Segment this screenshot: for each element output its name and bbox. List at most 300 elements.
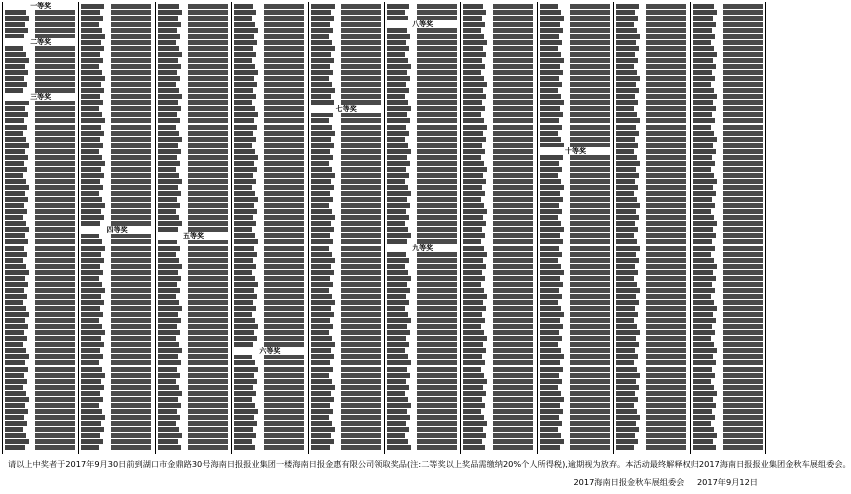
winner-phone	[417, 330, 457, 335]
winner-name	[81, 373, 105, 378]
winner-name	[540, 360, 560, 365]
winner-phone	[341, 233, 381, 238]
winner-phone	[264, 4, 304, 9]
winner-name	[5, 185, 29, 190]
winner-phone	[341, 94, 381, 99]
winner-name	[540, 203, 559, 208]
winner-phone	[111, 209, 151, 214]
winner-phone	[570, 34, 610, 39]
winner-phone	[111, 16, 151, 21]
winner-phone	[417, 167, 457, 172]
winner-phone	[264, 209, 304, 214]
winner-phone	[417, 46, 457, 51]
winner-name	[463, 403, 485, 408]
winner-phone	[111, 125, 151, 130]
winner-phone	[570, 112, 610, 117]
winner-name	[311, 385, 335, 390]
winner-name	[158, 112, 177, 117]
winner-name	[463, 173, 483, 178]
winner-name	[234, 112, 258, 117]
winner-name	[540, 155, 563, 160]
winner-phone	[646, 391, 686, 396]
winner-phone	[35, 324, 75, 329]
winner-name	[158, 342, 179, 347]
winner-phone	[493, 197, 533, 202]
winner-phone	[111, 112, 151, 117]
winner-phone	[35, 379, 75, 384]
winner-phone	[111, 385, 151, 390]
winner-phone	[188, 300, 228, 305]
winners-column	[231, 2, 307, 454]
winner-name	[540, 167, 562, 172]
winner-phone	[341, 342, 381, 347]
winner-phone	[570, 100, 610, 105]
winner-phone	[417, 161, 457, 166]
winner-phone	[570, 64, 610, 69]
winner-name	[693, 4, 714, 9]
winner-name	[463, 379, 487, 384]
winner-phone	[264, 306, 304, 311]
winner-phone	[493, 288, 533, 293]
winner-phone	[188, 445, 228, 450]
winner-phone	[570, 131, 610, 136]
winner-phone	[188, 282, 228, 287]
winner-name	[616, 52, 635, 57]
winner-name	[311, 246, 329, 251]
winner-phone	[264, 336, 304, 341]
winner-phone	[723, 149, 763, 154]
winner-name	[158, 348, 182, 353]
winner-phone	[646, 191, 686, 196]
winner-name	[540, 52, 561, 57]
winner-phone	[493, 112, 533, 117]
winner-name	[693, 34, 715, 39]
winner-name	[387, 203, 410, 208]
winner-name	[387, 415, 410, 420]
winner-phone	[188, 46, 228, 51]
winner-phone	[111, 391, 151, 396]
winner-phone	[417, 300, 457, 305]
winner-phone	[493, 421, 533, 426]
winner-phone	[188, 203, 228, 208]
winner-phone	[341, 397, 381, 402]
winner-name	[616, 149, 634, 154]
winner-phone	[188, 397, 228, 402]
winner-phone	[111, 64, 151, 69]
winner-name	[540, 258, 558, 263]
winner-phone	[264, 252, 304, 257]
winner-name	[540, 397, 564, 402]
winner-name	[5, 137, 26, 142]
winner-phone	[570, 324, 610, 329]
winner-phone	[188, 118, 228, 123]
winner-phone	[35, 427, 75, 432]
winner-name	[81, 252, 101, 257]
winner-name	[5, 106, 25, 111]
prize-tier-header: 二等奖	[3, 38, 78, 46]
winner-name	[234, 191, 255, 196]
winner-phone	[35, 70, 75, 75]
winner-phone	[646, 58, 686, 63]
winner-name	[616, 209, 636, 214]
winner-phone	[723, 82, 763, 87]
winner-name	[234, 10, 256, 15]
winner-name	[158, 258, 179, 263]
winner-name	[693, 445, 716, 450]
winner-name	[463, 82, 487, 87]
winner-name	[693, 94, 717, 99]
winner-phone	[188, 28, 228, 33]
winners-column	[155, 2, 231, 454]
winner-name	[540, 330, 559, 335]
winner-phone	[570, 215, 610, 220]
winner-name	[387, 197, 407, 202]
winner-name	[693, 246, 715, 251]
winner-name	[616, 246, 640, 251]
winner-phone	[493, 246, 533, 251]
winner-phone	[341, 354, 381, 359]
winner-name	[693, 264, 717, 269]
winner-phone	[264, 360, 304, 365]
winner-name	[463, 16, 482, 21]
winner-phone	[264, 294, 304, 299]
winner-name	[693, 360, 716, 365]
winner-phone	[188, 100, 228, 105]
winner-phone	[417, 52, 457, 57]
winner-phone	[341, 288, 381, 293]
winner-phone	[264, 16, 304, 21]
winner-phone	[723, 445, 763, 450]
winner-name	[693, 403, 716, 408]
winner-name	[693, 239, 712, 244]
winner-name	[81, 294, 101, 299]
winner-phone	[646, 137, 686, 142]
winner-name	[463, 348, 486, 353]
issuer: 2017海南日报金秋车展组委会	[573, 477, 685, 487]
winner-name	[311, 252, 332, 257]
winner-phone	[188, 239, 228, 244]
winner-phone	[646, 131, 686, 136]
winner-phone	[35, 227, 75, 232]
winner-phone	[646, 360, 686, 365]
winner-name	[616, 318, 634, 323]
winner-phone	[417, 112, 457, 117]
winner-phone	[723, 276, 763, 281]
winner-phone	[417, 191, 457, 196]
winner-name	[616, 106, 634, 111]
winner-phone	[188, 155, 228, 160]
winner-phone	[188, 34, 228, 39]
winner-name	[387, 100, 408, 105]
winner-row	[693, 445, 763, 451]
winner-phone	[417, 155, 457, 160]
winner-name	[81, 385, 104, 390]
winner-name	[311, 312, 334, 317]
winner-name	[693, 46, 714, 51]
winner-name	[616, 421, 636, 426]
winner-phone	[417, 34, 457, 39]
winner-phone	[646, 221, 686, 226]
winner-name	[234, 294, 257, 299]
winner-name	[540, 10, 561, 15]
winner-phone	[111, 367, 151, 372]
prize-tier-header: 五等奖	[156, 232, 231, 240]
winner-phone	[723, 360, 763, 365]
winner-phone	[188, 258, 228, 263]
winner-name	[463, 264, 486, 269]
winner-name	[81, 203, 105, 208]
winner-phone	[264, 76, 304, 81]
winner-name	[693, 330, 715, 335]
winner-name	[311, 360, 330, 365]
winner-phone	[111, 318, 151, 323]
winner-name	[616, 10, 635, 15]
winner-phone	[493, 306, 533, 311]
winner-phone	[341, 179, 381, 184]
winner-name	[5, 131, 23, 136]
winner-phone	[417, 367, 457, 372]
winner-phone	[417, 391, 457, 396]
winner-phone	[646, 88, 686, 93]
winner-phone	[646, 397, 686, 402]
winner-name	[693, 149, 716, 154]
winner-phone	[493, 252, 533, 257]
winner-phone	[646, 379, 686, 384]
winner-name	[5, 264, 26, 269]
winner-name	[311, 330, 329, 335]
winner-phone	[723, 233, 763, 238]
winner-phone	[493, 179, 533, 184]
winner-name	[81, 403, 99, 408]
winner-name	[463, 215, 483, 220]
winner-name	[693, 215, 714, 220]
winner-phone	[111, 306, 151, 311]
winner-phone	[493, 276, 533, 281]
winner-name	[540, 318, 560, 323]
winner-phone	[493, 4, 533, 9]
winner-name	[387, 227, 408, 232]
winner-phone	[723, 46, 763, 51]
winner-name	[81, 76, 105, 81]
winner-phone	[188, 330, 228, 335]
winner-name	[387, 173, 409, 178]
winner-name	[540, 421, 562, 426]
winner-phone	[417, 348, 457, 353]
winner-phone	[723, 161, 763, 166]
winner-name	[234, 58, 252, 63]
winner-phone	[35, 76, 75, 81]
winner-name	[5, 330, 24, 335]
winner-name	[311, 445, 330, 450]
winner-phone	[341, 336, 381, 341]
winner-name	[693, 324, 712, 329]
winner-name	[387, 445, 411, 450]
winners-column	[2, 2, 78, 454]
winner-name	[387, 34, 410, 39]
winner-phone	[35, 58, 75, 63]
winner-phone	[341, 161, 381, 166]
winner-name	[311, 22, 330, 27]
winner-name	[158, 360, 181, 365]
winner-phone	[264, 173, 304, 178]
winner-name	[387, 342, 409, 347]
winner-phone	[35, 233, 75, 238]
winner-name	[387, 264, 405, 269]
winner-phone	[111, 40, 151, 45]
winner-phone	[264, 330, 304, 335]
winner-phone	[493, 173, 533, 178]
winner-name	[540, 415, 559, 420]
winner-name	[81, 379, 101, 384]
winner-phone	[341, 185, 381, 190]
winner-name	[616, 306, 635, 311]
winner-phone	[264, 373, 304, 378]
winner-phone	[111, 439, 151, 444]
winner-phone	[111, 397, 151, 402]
winner-name	[158, 76, 180, 81]
winner-name	[81, 52, 100, 57]
winner-name	[234, 415, 254, 420]
winner-name	[540, 58, 564, 63]
winner-phone	[570, 282, 610, 287]
winner-phone	[417, 106, 457, 111]
winner-name	[463, 221, 486, 226]
winner-phone	[188, 40, 228, 45]
winner-name	[463, 137, 486, 142]
winner-name	[158, 185, 178, 190]
winner-phone	[264, 312, 304, 317]
winner-name	[234, 252, 257, 257]
winner-name	[5, 191, 25, 196]
winner-phone	[264, 131, 304, 136]
winner-name	[81, 215, 104, 220]
winner-phone	[570, 433, 610, 438]
winner-phone	[264, 70, 304, 75]
winner-name	[387, 143, 408, 148]
winner-phone	[188, 161, 228, 166]
winner-name	[540, 82, 562, 87]
winner-phone	[493, 125, 533, 130]
winner-phone	[723, 64, 763, 69]
winner-phone	[646, 246, 686, 251]
winner-name	[5, 246, 24, 251]
winner-name	[463, 22, 485, 27]
winner-name	[693, 88, 714, 93]
winner-phone	[264, 288, 304, 293]
winner-phone	[264, 125, 304, 130]
winner-phone	[341, 373, 381, 378]
winner-name	[81, 433, 100, 438]
winner-phone	[341, 330, 381, 335]
winner-name	[540, 385, 558, 390]
winner-name	[540, 215, 558, 220]
winner-phone	[188, 179, 228, 184]
winner-phone	[35, 106, 75, 111]
winner-phone	[723, 354, 763, 359]
winner-phone	[570, 342, 610, 347]
winner-name	[5, 282, 28, 287]
winner-name	[5, 391, 26, 396]
winner-name	[616, 385, 639, 390]
winner-name	[158, 215, 179, 220]
winner-phone	[723, 246, 763, 251]
winner-name	[311, 185, 334, 190]
winner-phone	[35, 118, 75, 123]
winner-phone	[111, 342, 151, 347]
winner-phone	[264, 354, 304, 359]
winner-row	[81, 445, 152, 451]
winner-name	[81, 179, 100, 184]
winner-name	[693, 167, 711, 172]
winner-name	[540, 70, 563, 75]
prize-tier-header: 八等奖	[385, 20, 460, 28]
winner-phone	[341, 324, 381, 329]
winner-name	[693, 22, 716, 27]
winner-phone	[264, 282, 304, 287]
winner-name	[158, 252, 176, 257]
winner-phone	[188, 403, 228, 408]
winner-phone	[35, 342, 75, 347]
winner-name	[81, 10, 100, 15]
winner-phone	[723, 131, 763, 136]
winner-phone	[264, 246, 304, 251]
winner-phone	[493, 82, 533, 87]
winner-name	[616, 70, 637, 75]
winner-phone	[646, 52, 686, 57]
winner-row	[5, 445, 76, 451]
winner-phone	[341, 118, 381, 123]
winner-name	[234, 421, 257, 426]
winner-phone	[570, 221, 610, 226]
winner-phone	[341, 167, 381, 172]
winner-name	[158, 70, 177, 75]
winner-name	[311, 421, 332, 426]
winner-name	[234, 167, 257, 172]
winner-phone	[570, 252, 610, 257]
winner-phone	[264, 379, 304, 384]
winner-name	[540, 403, 560, 408]
winner-phone	[341, 367, 381, 372]
prize-tier-header: 九等奖	[385, 244, 460, 252]
winner-name	[234, 427, 253, 432]
winner-name	[311, 318, 330, 323]
winner-phone	[646, 324, 686, 329]
winner-name	[158, 330, 180, 335]
winner-phone	[188, 125, 228, 130]
winner-name	[463, 179, 486, 184]
winner-phone	[493, 360, 533, 365]
winner-name	[311, 70, 333, 75]
winner-name	[540, 221, 561, 226]
winner-name	[463, 112, 481, 117]
winner-phone	[417, 397, 457, 402]
winner-name	[81, 143, 103, 148]
winner-phone	[723, 330, 763, 335]
winner-phone	[570, 28, 610, 33]
winner-phone	[417, 336, 457, 341]
winner-phone	[493, 433, 533, 438]
winner-phone	[417, 131, 457, 136]
winner-name	[616, 221, 635, 226]
winner-name	[311, 342, 335, 347]
winner-phone	[341, 246, 381, 251]
winner-name	[693, 197, 712, 202]
winner-phone	[417, 270, 457, 275]
winner-phone	[188, 427, 228, 432]
winner-name	[158, 239, 177, 244]
winner-phone	[417, 137, 457, 142]
winner-name	[693, 155, 712, 160]
